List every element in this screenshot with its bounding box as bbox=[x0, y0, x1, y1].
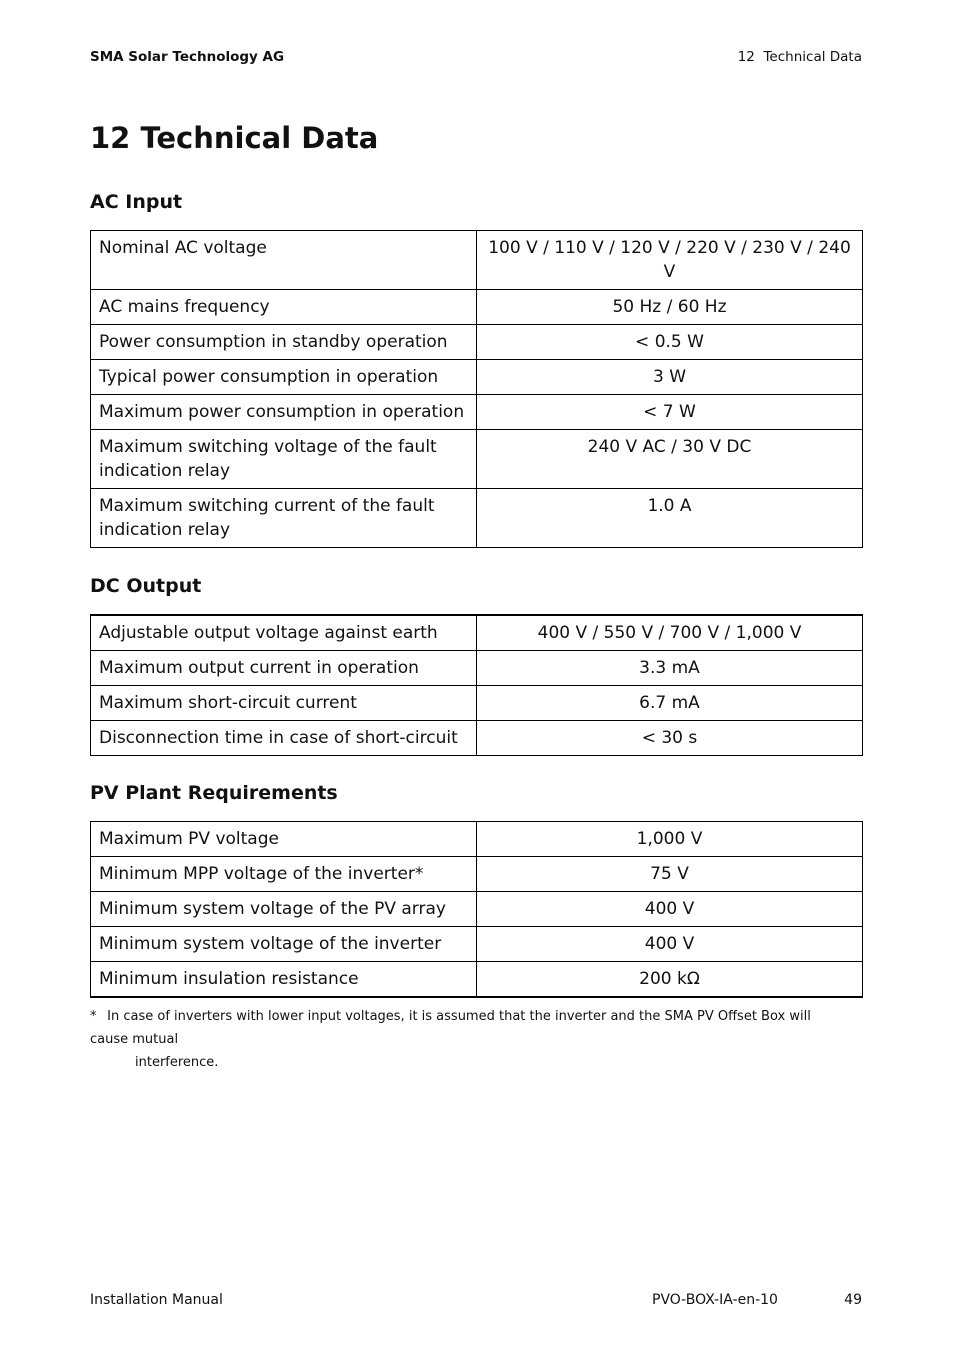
row-value: 6.7 mA bbox=[477, 686, 863, 721]
row-value: < 30 s bbox=[477, 721, 863, 756]
heading-dc-output: DC Output bbox=[90, 575, 202, 597]
row-value: 1.0 A bbox=[477, 489, 863, 548]
row-label: Minimum system voltage of the PV array bbox=[91, 892, 477, 927]
row-label: Nominal AC voltage bbox=[91, 231, 477, 290]
page-title: 12 Technical Data bbox=[90, 121, 379, 155]
row-label: Maximum switching current of the fault indication relay bbox=[91, 489, 477, 548]
row-label: Typical power consumption in operation bbox=[91, 360, 477, 395]
row-label: AC mains frequency bbox=[91, 290, 477, 325]
heading-ac-input: AC Input bbox=[90, 191, 183, 213]
row-value: 200 kΩ bbox=[477, 962, 863, 998]
table-row bbox=[91, 721, 863, 756]
row-label: Maximum power consumption in operation bbox=[91, 395, 477, 430]
table-row bbox=[91, 927, 863, 962]
table-row bbox=[91, 231, 863, 290]
table-row bbox=[91, 360, 863, 395]
row-value: 100 V / 110 V / 120 V / 220 V / 230 V / 240 V bbox=[477, 231, 863, 290]
row-value: 3 W bbox=[477, 360, 863, 395]
heading-pv-plant: PV Plant Requirements bbox=[90, 782, 338, 804]
row-value: 400 V bbox=[477, 927, 863, 962]
table-row bbox=[91, 651, 863, 686]
table-row bbox=[91, 962, 863, 998]
footer-doc-type: Installation Manual bbox=[90, 1292, 223, 1308]
row-value: 400 V bbox=[477, 892, 863, 927]
row-value: 1,000 V bbox=[477, 822, 863, 857]
row-label: Disconnection time in case of short-circuit bbox=[91, 721, 477, 756]
footnote-text: In case of inverters with lower input voltages, it is assumed that the inverter and the SMA PV Offset Box will cause mutual bbox=[90, 1009, 811, 1047]
row-label: Minimum system voltage of the inverter bbox=[91, 927, 477, 962]
table-row bbox=[91, 325, 863, 360]
row-value: 3.3 mA bbox=[477, 651, 863, 686]
row-value: 400 V / 550 V / 700 V / 1,000 V bbox=[477, 615, 863, 651]
footnote bbox=[90, 1005, 850, 1074]
row-label: Power consumption in standby operation bbox=[91, 325, 477, 360]
row-label: Maximum output current in operation bbox=[91, 651, 477, 686]
row-label: Minimum MPP voltage of the inverter* bbox=[91, 857, 477, 892]
table-row bbox=[91, 395, 863, 430]
row-label: Maximum switching voltage of the fault indication relay bbox=[91, 430, 477, 489]
pv-plant-table bbox=[90, 821, 863, 998]
dc-output-table bbox=[90, 614, 863, 756]
header-section: 12 Technical Data bbox=[737, 49, 862, 65]
row-value: 50 Hz / 60 Hz bbox=[477, 290, 863, 325]
ac-input-table bbox=[90, 230, 863, 548]
table-row bbox=[91, 489, 863, 548]
table-row bbox=[91, 430, 863, 489]
row-value: 75 V bbox=[477, 857, 863, 892]
table-row bbox=[91, 892, 863, 927]
row-label: Minimum insulation resistance bbox=[91, 962, 477, 998]
table-row bbox=[91, 290, 863, 325]
table-row bbox=[91, 857, 863, 892]
table-row bbox=[91, 686, 863, 721]
footnote-continuation: interference. bbox=[135, 1055, 219, 1070]
row-label: Maximum short-circuit current bbox=[91, 686, 477, 721]
row-label: Maximum PV voltage bbox=[91, 822, 477, 857]
footer-doc-code: PVO-BOX-IA-en-10 bbox=[652, 1292, 778, 1308]
row-value: < 0.5 W bbox=[477, 325, 863, 360]
row-label: Adjustable output voltage against earth bbox=[91, 615, 477, 651]
row-value: < 7 W bbox=[477, 395, 863, 430]
footer-page-number: 49 bbox=[844, 1292, 862, 1308]
table-row bbox=[91, 615, 863, 651]
table-row bbox=[91, 822, 863, 857]
row-value: 240 V AC / 30 V DC bbox=[477, 430, 863, 489]
footnote-mark: * bbox=[90, 1009, 97, 1024]
header-company: SMA Solar Technology AG bbox=[90, 49, 285, 65]
